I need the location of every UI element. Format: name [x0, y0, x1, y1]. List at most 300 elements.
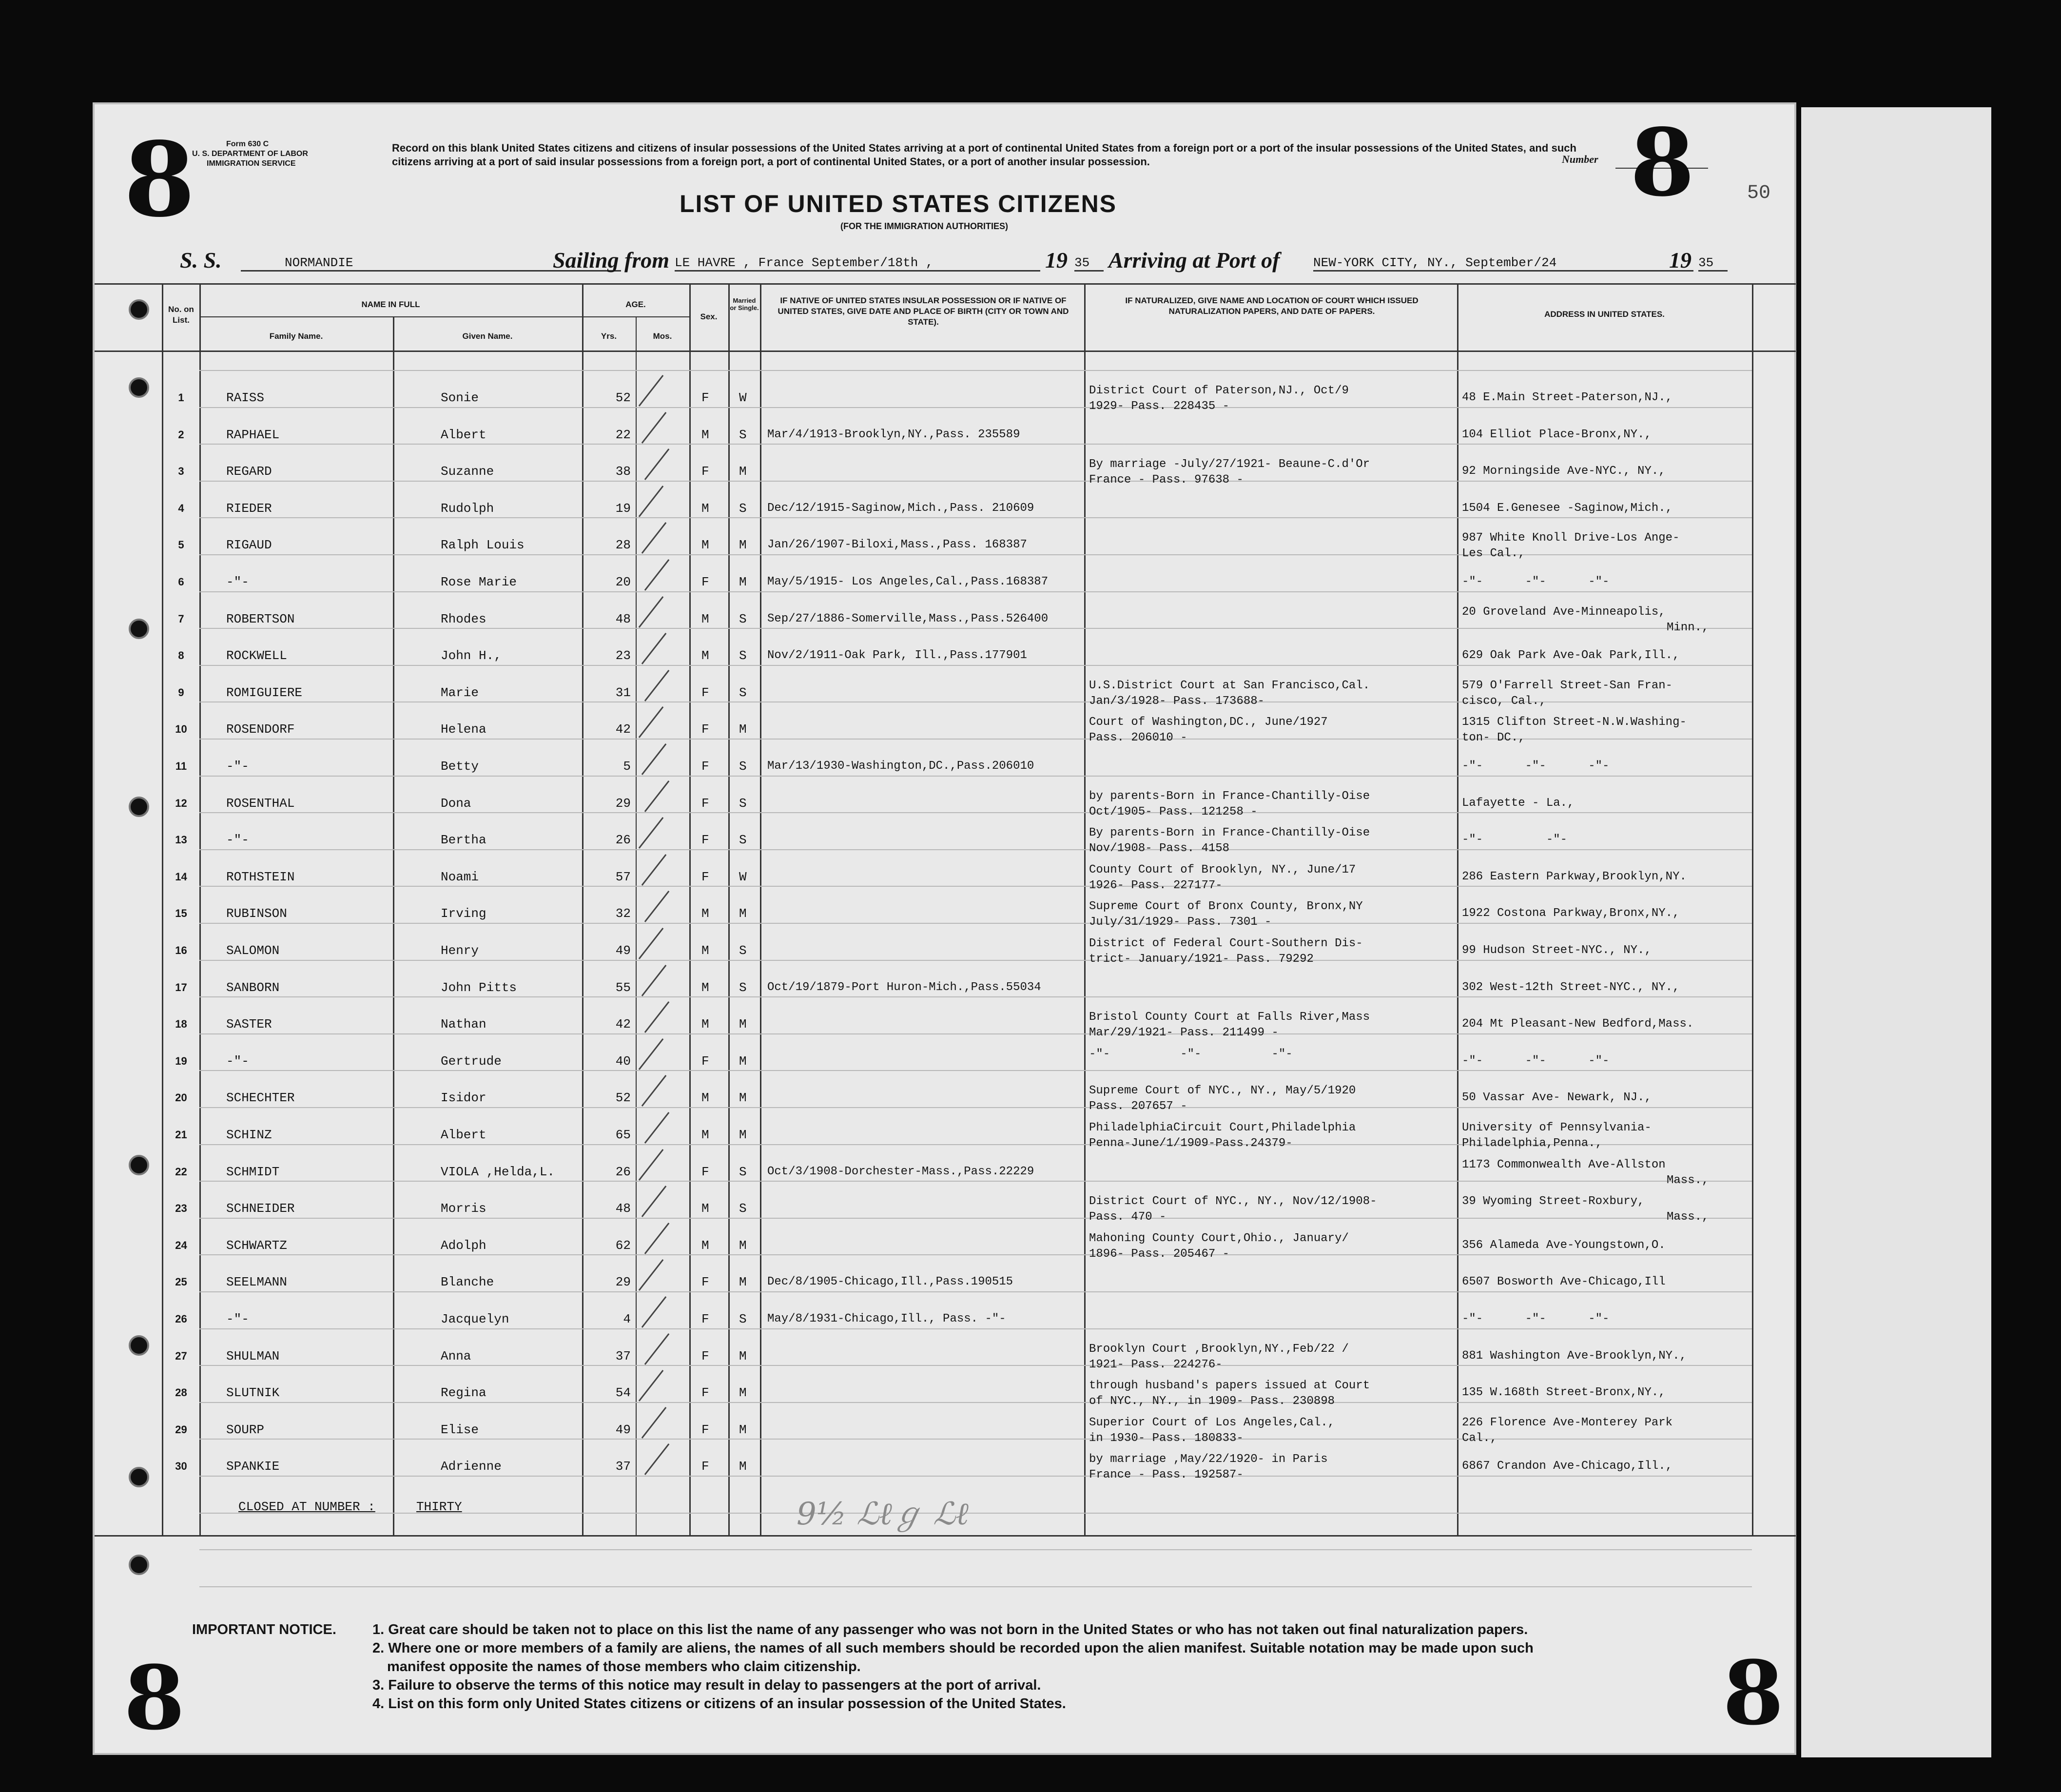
age-years: 49 [615, 1422, 631, 1437]
ruled-line [199, 444, 1752, 445]
ruled-line [199, 370, 1752, 371]
ruled-line [199, 812, 1752, 813]
punch-hole [129, 1335, 149, 1356]
ruled-line [199, 1586, 1752, 1587]
departure-date: September/18th [811, 255, 918, 270]
sex: M [701, 1128, 709, 1142]
check-mark [639, 486, 664, 517]
given-name: Sonie [441, 390, 479, 405]
service: IMMIGRATION SERVICE [207, 159, 296, 168]
row-number: 16 [175, 944, 187, 956]
given-name: Suzanne [441, 464, 494, 479]
sex: M [701, 1017, 709, 1032]
naturalization-line-1: By marriage -July/27/1921- Beaune-C.d'Or [1089, 458, 1370, 471]
row-number: 17 [175, 981, 187, 993]
row-number: 21 [175, 1129, 187, 1141]
marital-status: M [739, 1275, 747, 1290]
family-name: SPANKIE [226, 1459, 280, 1474]
punch-hole [129, 377, 149, 398]
form-identifier [192, 139, 314, 169]
col-header-married-single: Married or Single. [730, 297, 759, 312]
col-header-age: AGE. [625, 300, 646, 309]
address-line-1: 881 Washington Ave-Brooklyn,NY., [1462, 1349, 1687, 1363]
marital-status: S [739, 685, 747, 700]
row-number: 5 [178, 539, 184, 551]
address-line-2: Les Cal., [1462, 547, 1525, 561]
ruled-line [199, 1476, 1752, 1477]
ruled-line [199, 923, 1752, 924]
marital-status: S [739, 980, 747, 995]
check-mark [642, 743, 667, 775]
row-number: 3 [178, 465, 184, 478]
row-number: 30 [175, 1460, 187, 1473]
address-line-1: 135 W.168th Street-Bronx,NY., [1462, 1386, 1666, 1400]
given-name: Noami [441, 869, 479, 884]
marital-status: M [739, 1459, 747, 1474]
family-name: SASTER [226, 1017, 272, 1032]
check-mark [644, 1001, 670, 1033]
age-years: 52 [615, 390, 631, 405]
age-years: 52 [615, 1091, 631, 1106]
row-number: 26 [175, 1313, 187, 1325]
form-instructions: Record on this blank United States citizens and citizens of insular possessions of the United States arriving at a port of continental United States from a foreign port or a port of the insular possessions of the United States, and such citizens arriving at a port of said insular possessions from a foreign port, a port of continental United States, or a port of another insular possession. [392, 142, 1576, 168]
check-mark [639, 817, 664, 849]
ruled-line [199, 1070, 1752, 1071]
address-line-1: 6507 Bosworth Ave-Chicago,Ill [1462, 1275, 1666, 1289]
marital-status: M [739, 1128, 747, 1142]
address-line-1: 356 Alameda Ave-Youngstown,O. [1462, 1238, 1666, 1252]
check-mark [639, 928, 664, 959]
naturalization-line-1: District Court of Paterson,NJ., Oct/9 [1089, 384, 1349, 397]
page-subtitle: (FOR THE IMMIGRATION AUTHORITIES) [840, 221, 1008, 231]
given-name: John Pitts [441, 980, 517, 995]
number-label: Number [1562, 153, 1598, 165]
sex: F [701, 575, 709, 589]
ruled-line [199, 1218, 1752, 1219]
ruled-line [199, 960, 1752, 961]
sex: M [701, 1201, 709, 1216]
given-name: Albert [441, 427, 486, 442]
sex: F [701, 390, 709, 405]
birth-info: Sep/27/1886-Somerville,Mass.,Pass.526400 [767, 612, 1049, 625]
address-line-1: -"- -"- -"- [1462, 1054, 1610, 1068]
marital-status: S [739, 1201, 747, 1216]
age-years: 31 [615, 685, 631, 700]
family-name: -"- [226, 1312, 249, 1326]
naturalization-line-1: Bristol County Court at Falls River,Mass [1089, 1011, 1370, 1024]
address-line-1: 6867 Crandon Ave-Chicago,Ill., [1462, 1460, 1673, 1473]
address-line-2: Cal., [1462, 1431, 1497, 1445]
sex: M [701, 980, 709, 995]
family-name: SHULMAN [226, 1348, 280, 1363]
col-header-no: No. on List. [168, 305, 194, 325]
marital-status: W [739, 869, 747, 884]
address-line-1: 99 Hudson Street-NYC., NY., [1462, 944, 1652, 957]
naturalization-line-1: Superior Court of Los Angeles,Cal., [1089, 1416, 1335, 1429]
check-mark [642, 522, 667, 554]
sex: F [701, 1348, 709, 1363]
age-years: 38 [615, 464, 631, 479]
naturalization-line-2: France - Pass. 192587- [1089, 1468, 1244, 1482]
age-years: 28 [615, 538, 631, 553]
page-title: LIST OF UNITED STATES CITIZENS [680, 190, 1117, 217]
birth-info: Nov/2/1911-Oak Park, Ill.,Pass.177901 [767, 649, 1027, 662]
address-line-1: Lafayette - La., [1462, 796, 1575, 810]
row-number: 2 [178, 428, 184, 441]
family-name: SOURP [226, 1422, 265, 1437]
punch-hole [129, 1155, 149, 1175]
row-number: 25 [175, 1276, 187, 1288]
col-divider [199, 283, 201, 1536]
birth-info: Oct/3/1908-Dorchester-Mass.,Pass.22229 [767, 1165, 1034, 1178]
address-line-1: -"- -"- -"- [1462, 575, 1610, 588]
row-number: 10 [175, 723, 187, 736]
given-name: Adolph [441, 1238, 486, 1253]
given-name: Nathan [441, 1017, 486, 1032]
family-name: SEELMANN [226, 1275, 287, 1290]
naturalization-line-1: through husband's papers issued at Court [1089, 1379, 1370, 1393]
address-line-1: -"- -"- -"- [1462, 760, 1610, 773]
ruled-line [199, 481, 1752, 482]
family-name: ROTHSTEIN [226, 869, 295, 884]
col-divider [393, 316, 394, 1535]
row-number: 9 [178, 686, 184, 699]
address-line-1: 1173 Commonwealth Ave-Allston [1462, 1158, 1666, 1171]
row-number: 14 [175, 870, 187, 883]
marital-status: M [739, 906, 747, 921]
given-name: Ralph Louis [441, 538, 525, 553]
ruled-line [199, 1365, 1752, 1366]
check-mark [644, 891, 670, 922]
given-name: Betty [441, 759, 479, 774]
age-years: 48 [615, 611, 631, 626]
age-years: 22 [615, 427, 631, 442]
departure-port: LE HAVRE [675, 255, 736, 270]
given-name: Irving [441, 906, 486, 921]
notice-item-4: 4. List on this form only United States citizens or citizens of an insular possession of the United States. [372, 1696, 1066, 1712]
sex: F [701, 1164, 709, 1179]
family-name: -"- [226, 1053, 249, 1069]
marital-status: M [739, 1422, 747, 1437]
address-line-1: 579 O'Farrell Street-San Fran- [1462, 679, 1673, 692]
ruled-line [199, 1328, 1752, 1329]
row-number: 22 [175, 1165, 187, 1178]
given-name: Albert [441, 1128, 486, 1142]
sex: M [701, 648, 709, 663]
col-header-months: Mos. [653, 331, 672, 341]
check-mark [642, 1186, 667, 1217]
naturalization-line-2: Jan/3/1928- Pass. 173688- [1089, 694, 1265, 708]
given-name: Rose Marie [441, 575, 517, 589]
marital-status: M [739, 464, 747, 479]
check-mark [642, 965, 667, 996]
naturalization-line-2: 1921- Pass. 224276- [1089, 1358, 1223, 1371]
marital-status: S [739, 833, 747, 848]
col-divider [1084, 283, 1086, 1536]
col-header-naturalization: IF NATURALIZED, GIVE NAME AND LOCATION OF COURT WHICH ISSUED NATURALIZATION PAPERS, AND DATE OF PAPERS. [1125, 296, 1419, 316]
sex: F [701, 1053, 709, 1069]
marital-status: M [739, 1017, 747, 1032]
birth-info: Dec/8/1905-Chicago,Ill.,Pass.190515 [767, 1275, 1013, 1289]
check-mark [642, 1075, 667, 1107]
address-line-2: cisco, Cal., [1462, 694, 1546, 708]
family-name: ROCKWELL [226, 648, 287, 663]
address-line-1: 629 Oak Park Ave-Oak Park,Ill., [1462, 649, 1680, 662]
col-divider [636, 316, 637, 1535]
important-notice-heading: IMPORTANT NOTICE. [192, 1622, 336, 1637]
naturalization-line-1: -"- -"- -"- [1089, 1047, 1293, 1061]
sex: F [701, 796, 709, 811]
address-line-1: University of Pennsylvania- [1462, 1121, 1652, 1134]
ruled-line [199, 407, 1752, 408]
age-years: 26 [615, 833, 631, 848]
sex: F [701, 1275, 709, 1290]
naturalization-line-1: by marriage ,May/22/1920- in Paris [1089, 1453, 1328, 1466]
age-years: 57 [615, 869, 631, 884]
sex: F [701, 833, 709, 848]
check-mark [644, 670, 670, 701]
ruled-line [199, 776, 1752, 777]
given-name: Gertrude [441, 1053, 502, 1069]
punch-hole [129, 299, 149, 320]
row-number: 19 [175, 1054, 187, 1067]
given-name: Bertha [441, 833, 486, 848]
notice-item-2: 2. Where one or more members of a family are aliens, the names of all such members should be recorded upon the alien manifest. Suitable notation may be made upon such [372, 1640, 1534, 1656]
address-line-1: 48 E.Main Street-Paterson,NJ., [1462, 391, 1673, 404]
check-mark [639, 596, 664, 628]
check-mark [644, 1333, 670, 1365]
given-name: Regina [441, 1385, 486, 1401]
naturalization-line-2: 1926- Pass. 227177- [1089, 878, 1223, 892]
sheet-number-top-right: 8 [1630, 108, 1695, 217]
family-name: RAPHAEL [226, 427, 280, 442]
sex: F [701, 759, 709, 774]
naturalization-line-2: Pass. 470 - [1089, 1210, 1167, 1224]
sailing-from-label: Sailing from [553, 248, 670, 273]
address-line-1: 1504 E.Genesee -Saginow,Mich., [1462, 501, 1673, 515]
family-name: -"- [226, 575, 249, 589]
age-years: 19 [615, 501, 631, 516]
family-name: SALOMON [226, 943, 280, 958]
age-years: 26 [615, 1164, 631, 1179]
arrival-date: September/24 [1465, 255, 1557, 270]
col-divider [1752, 283, 1753, 1536]
naturalization-line-2: Pass. 207657 - [1089, 1100, 1187, 1113]
age-years: 49 [615, 943, 631, 958]
naturalization-line-1: County Court of Brooklyn, NY., June/17 [1089, 863, 1356, 877]
ruled-line [199, 1181, 1752, 1182]
given-name: VIOLA ,Helda,L. [441, 1164, 555, 1179]
ruled-line [199, 517, 1752, 518]
row-number: 28 [175, 1386, 187, 1399]
sex: F [701, 685, 709, 700]
address-line-1: 39 Wyoming Street-Roxbury, [1462, 1195, 1645, 1208]
sex: F [701, 1312, 709, 1326]
name-age-subheader-rule [199, 316, 689, 317]
marital-status: S [739, 796, 747, 811]
check-mark [639, 1149, 664, 1181]
age-years: 40 [615, 1053, 631, 1069]
notice-item-1: 1. Great care should be taken not to place on this list the name of any passenger who was not born in the United States or who has not taken out final naturalization papers. [372, 1622, 1528, 1637]
address-line-2: ton- DC., [1462, 731, 1525, 745]
check-mark [639, 1038, 664, 1070]
age-years: 37 [615, 1348, 631, 1363]
naturalization-line-1: Mahoning County Court,Ohio., January/ [1089, 1231, 1349, 1245]
ruled-line [199, 996, 1752, 997]
sex: F [701, 1422, 709, 1437]
sex: F [701, 722, 709, 737]
given-name: Adrienne [441, 1459, 502, 1474]
age-years: 62 [615, 1238, 631, 1253]
naturalization-line-1: Court of Washington,DC., June/1927 [1089, 716, 1328, 729]
given-name: Morris [441, 1201, 486, 1216]
check-mark [639, 1259, 664, 1291]
closed-label: CLOSED AT NUMBER : [238, 1500, 375, 1514]
col-divider [728, 283, 730, 1536]
header-bottom-border [95, 351, 1796, 352]
sex: M [701, 1238, 709, 1253]
ruled-line [199, 1033, 1752, 1034]
given-name: Rudolph [441, 501, 494, 516]
col-header-name-in-full: NAME IN FULL [361, 300, 420, 309]
naturalization-line-2: of NYC., NY., in 1909- Pass. 230898 [1089, 1395, 1335, 1408]
marital-status: S [739, 943, 747, 958]
adjacent-page [1801, 107, 1991, 1757]
arrival-year: 35 [1698, 255, 1728, 272]
ruled-line [199, 1107, 1752, 1108]
given-name: Anna [441, 1348, 471, 1363]
address-line-1: 1315 Clifton Street-N.W.Washing- [1462, 716, 1687, 729]
row-number: 4 [178, 502, 184, 514]
check-mark [644, 448, 670, 480]
naturalization-line-1: Supreme Court of NYC., NY., May/5/1920 [1089, 1084, 1356, 1098]
check-mark [642, 633, 667, 664]
naturalization-line-2: Pass. 206010 - [1089, 731, 1187, 745]
row-number: 18 [175, 1018, 187, 1031]
given-name: Dona [441, 796, 471, 811]
marital-status: M [739, 575, 747, 589]
address-line-1: 1922 Costona Parkway,Bronx,NY., [1462, 907, 1680, 920]
sex: F [701, 869, 709, 884]
marital-status: M [739, 1053, 747, 1069]
birth-info: Mar/4/1913-Brooklyn,NY.,Pass. 235589 [767, 428, 1020, 441]
naturalization-line-1: Brooklyn Court ,Brooklyn,NY.,Feb/22 / [1089, 1342, 1349, 1356]
age-years: 42 [615, 722, 631, 737]
col-header-address: ADDRESS IN UNITED STATES. [1544, 310, 1665, 319]
address-line-1: 286 Eastern Parkway,Brooklyn,NY. [1462, 870, 1687, 883]
naturalization-line-1: By parents-Born in France-Chantilly-Oise [1089, 826, 1370, 840]
naturalization-line-2: Oct/1905- Pass. 121258 - [1089, 805, 1258, 818]
family-name: RUBINSON [226, 906, 287, 921]
birth-info: May/8/1931-Chicago,Ill., Pass. -"- [767, 1312, 1006, 1325]
check-mark [644, 1112, 670, 1144]
naturalization-line-1: by parents-Born in France-Chantilly-Oise [1089, 789, 1370, 803]
age-years: 20 [615, 575, 631, 589]
age-years: 4 [623, 1312, 631, 1326]
punch-hole [129, 1555, 149, 1575]
marital-status: S [739, 648, 747, 663]
sex: M [701, 427, 709, 442]
family-name: SANBORN [226, 980, 280, 995]
col-divider [582, 283, 583, 1536]
ss-label: S. S. [180, 248, 222, 273]
marital-status: M [739, 1238, 747, 1253]
closed-value: THIRTY [416, 1500, 462, 1514]
family-name: ROSENTHAL [226, 796, 295, 811]
age-years: 42 [615, 1017, 631, 1032]
given-name: Marie [441, 685, 479, 700]
family-name: ROSENDORF [226, 722, 295, 737]
ruled-line [199, 1549, 1752, 1550]
check-mark [642, 854, 667, 886]
address-line-1: 50 Vassar Ave- Newark, NJ., [1462, 1091, 1652, 1105]
departure-info: LE HAVRE , France September/18th , [675, 255, 1040, 272]
marital-status: W [739, 390, 747, 405]
address-line-1: 226 Florence Ave-Monterey Park [1462, 1416, 1673, 1429]
naturalization-line-2: Nov/1908- Pass. 4158 [1089, 842, 1230, 856]
age-years: 23 [615, 648, 631, 663]
naturalization-line-2: July/31/1929- Pass. 7301 - [1089, 915, 1272, 929]
address-line-1: 987 White Knoll Drive-Los Ange- [1462, 531, 1680, 545]
check-mark [639, 375, 664, 407]
ship-name: NORMANDIE [241, 255, 621, 272]
manifest-sheet [93, 102, 1796, 1755]
age-years: 32 [615, 906, 631, 921]
check-mark [642, 1296, 667, 1328]
given-name: Henry [441, 943, 479, 958]
ruled-line [199, 886, 1752, 887]
ruled-line [199, 628, 1752, 629]
sex: M [701, 501, 709, 516]
punch-hole [129, 797, 149, 817]
age-years: 48 [615, 1201, 631, 1216]
notice-item-3: 3. Failure to observe the terms of this notice may result in delay to passengers at the port of arrival. [372, 1677, 1041, 1693]
check-mark [642, 412, 667, 444]
arrival-year-prefix: 19 [1669, 248, 1692, 273]
family-name: RAISS [226, 390, 265, 405]
marital-status: M [739, 722, 747, 737]
check-mark [644, 559, 670, 591]
family-name: SCHINZ [226, 1128, 272, 1142]
form-id: Form 630 C [226, 140, 269, 148]
ruled-line [199, 665, 1752, 666]
family-name: ROBERTSON [226, 611, 295, 626]
arrival-info [1313, 255, 1693, 272]
sheet-number-bottom-left: 8 [124, 1647, 185, 1750]
col-divider [760, 283, 761, 1536]
age-years: 29 [615, 1275, 631, 1290]
given-name: Isidor [441, 1091, 486, 1106]
arrival-port: NEW-YORK CITY, NY., [1313, 255, 1458, 270]
row-number: 27 [175, 1349, 187, 1362]
family-name: SCHWARTZ [226, 1238, 287, 1253]
address-line-1: 92 Morningside Ave-NYC., NY., [1462, 465, 1666, 478]
address-line-2: Philadelphia,Penna., [1462, 1137, 1603, 1150]
sex: F [701, 1385, 709, 1401]
sex: M [701, 1091, 709, 1106]
address-line-1: 20 Groveland Ave-Minneapolis, [1462, 605, 1666, 619]
departure-year-prefix: 19 [1045, 248, 1068, 273]
row-number: 13 [175, 834, 187, 846]
col-header-given-name: Given Name. [462, 331, 513, 341]
address-line-2: Mass., [1667, 1210, 1709, 1224]
row-number: 7 [178, 612, 184, 625]
row-number: 8 [178, 649, 184, 662]
sex: F [701, 464, 709, 479]
given-name: Rhodes [441, 611, 486, 626]
sheet-number-top-left: 8 [124, 119, 195, 240]
sex: M [701, 943, 709, 958]
